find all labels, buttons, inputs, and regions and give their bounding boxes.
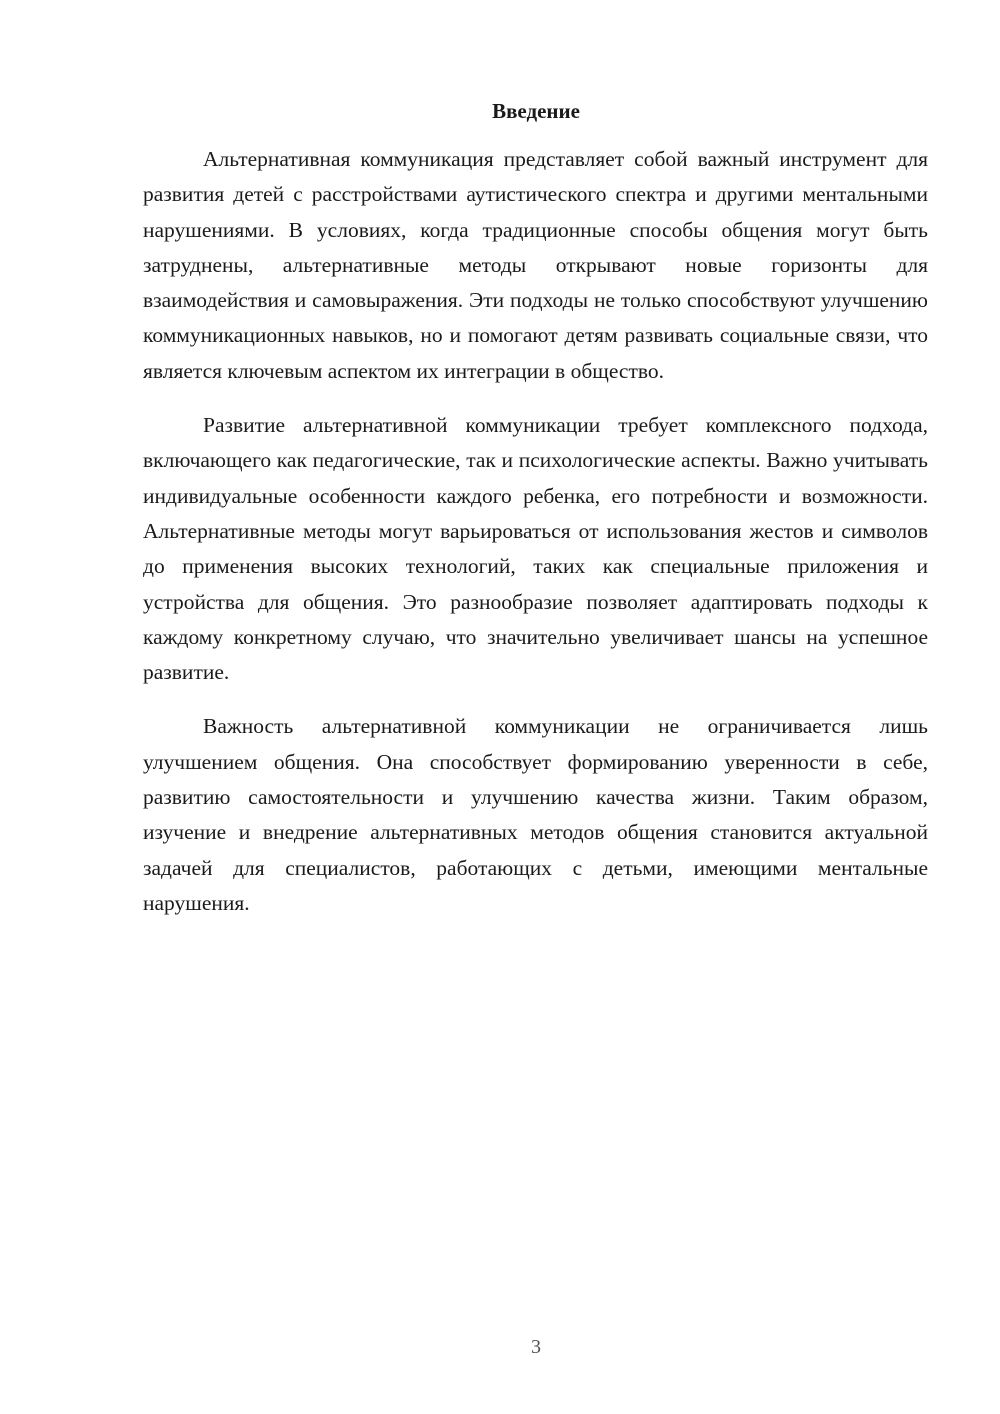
paragraph-3: Важность альтернативной коммуникации не ограничивается лишь улучшением общения. Она способствует формированию уверенности в себе, развитию самостоятельности и улучшению качества жизни. Таким образом, изучение и внедрение альтернативных методов общения становится актуальной задачей для специалистов, работающих с детьми, имеющими ментальные нарушения. (143, 714, 928, 915)
section-title: Введение (492, 99, 580, 123)
page-number: 3 (531, 1336, 541, 1358)
paragraph-2: Развитие альтернативной коммуникации требует комплексного подхода, включающего как педагогические, так и психологические аспекты. Важно учитывать индивидуальные особенности каждого ребенка, его потребности и возможности. Альтернативные методы могут варьироваться от использования жестов и символов до применения высоких технологий, таких как специальные приложения и устройства для общения. Это разнообразие позволяет адаптировать подходы к каждому конкретному случаю, что значительно увеличивает шансы на успешное развитие. (143, 413, 928, 685)
body-text (143, 142, 928, 940)
paragraph-1: Альтернативная коммуникация представляет собой важный инструмент для развития детей с расстройствами аутистического спектра и другими ментальными нарушениями. В условиях, когда традиционные способы общения могут быть затруднены, альтернативные методы открывают новые горизонты для взаимодействия и самовыражения. Эти подходы не только способствуют улучшению коммуникационных навыков, но и помогают детям развивать социальные связи, что является ключевым аспектом их интеграции в общество. (143, 147, 928, 383)
